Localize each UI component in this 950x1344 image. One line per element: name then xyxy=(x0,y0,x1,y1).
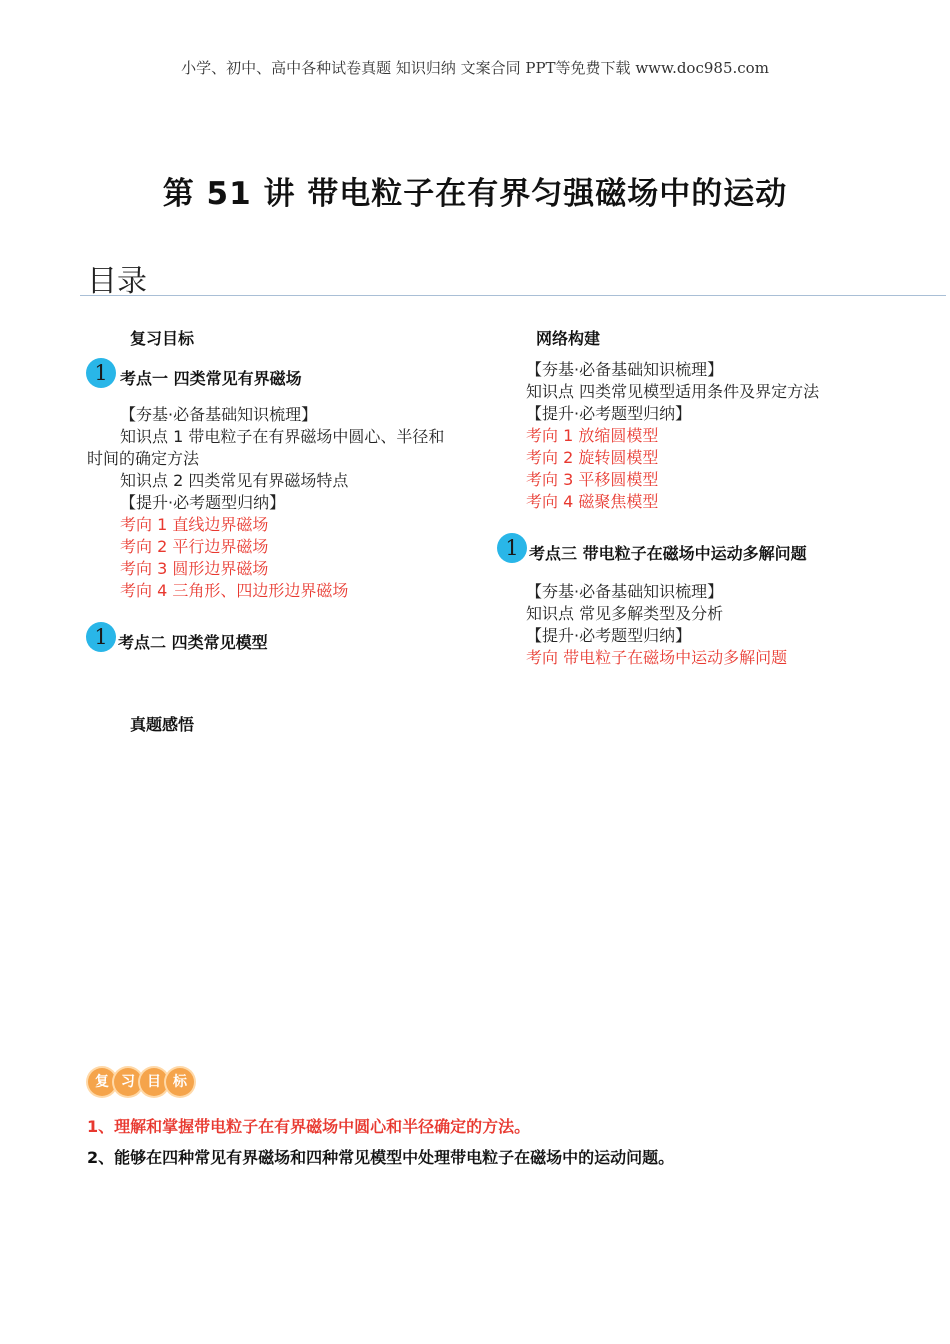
toc-point1-knowledge1-cont[interactable]: 时间的确定方法 xyxy=(87,449,200,468)
toc-point3-improve[interactable]: 【提升·必考题型归纳】 xyxy=(526,626,692,645)
toc-point1-direction-3[interactable]: 考向 3 圆形边界磁场 xyxy=(120,559,269,578)
toc-point1-direction-4[interactable]: 考向 4 三角形、四边形边界磁场 xyxy=(120,581,349,600)
toc-point1-improve[interactable]: 【提升·必考题型归纳】 xyxy=(120,493,286,512)
toc-point2-improve[interactable]: 【提升·必考题型归纳】 xyxy=(526,404,692,423)
review-goals-badge-char: 习 xyxy=(114,1068,142,1096)
toc-point3-knowledge[interactable]: 知识点 常见多解类型及分析 xyxy=(526,604,724,623)
toc-point1-title[interactable]: 考点一 四类常见有界磁场 xyxy=(120,369,302,388)
number-badge-icon: 1 xyxy=(86,622,116,652)
toc-point2-knowledge[interactable]: 知识点 四类常见模型适用条件及界定方法 xyxy=(526,382,820,401)
toc-point1-foundation[interactable]: 【夯基·必备基础知识梳理】 xyxy=(120,405,318,424)
toc-point2-direction-4[interactable]: 考向 4 磁聚焦模型 xyxy=(526,492,659,511)
toc-point1-knowledge1[interactable]: 知识点 1 带电粒子在有界磁场中圆心、半径和 xyxy=(120,427,445,446)
toc-point1-knowledge2[interactable]: 知识点 2 四类常见有界磁场特点 xyxy=(120,471,349,490)
review-goals-badge-char: 标 xyxy=(166,1068,194,1096)
toc-review-goals[interactable]: 复习目标 xyxy=(130,329,195,348)
review-goals-badge-char: 目 xyxy=(140,1068,168,1096)
number-badge-icon: 1 xyxy=(497,533,527,563)
goal-1: 1、理解和掌握带电粒子在有界磁场中圆心和半径确定的方法。 xyxy=(87,1117,531,1136)
toc-point3-title[interactable]: 考点三 带电粒子在磁场中运动多解问题 xyxy=(529,544,807,563)
toc-point2-foundation[interactable]: 【夯基·必备基础知识梳理】 xyxy=(526,360,724,379)
toc-point2-direction-2[interactable]: 考向 2 旋转圆模型 xyxy=(526,448,659,467)
document-title: 第 51 讲 带电粒子在有界匀强磁场中的运动 xyxy=(162,176,788,212)
goal-2: 2、能够在四种常见有界磁场和四种常见模型中处理带电粒子在磁场中的运动问题。 xyxy=(87,1148,675,1167)
toc-point2-title[interactable]: 考点二 四类常见模型 xyxy=(118,633,268,652)
toc-network[interactable]: 网络构建 xyxy=(536,329,601,348)
toc-point1-direction-2[interactable]: 考向 2 平行边界磁场 xyxy=(120,537,269,556)
toc-point3-direction[interactable]: 考向 带电粒子在磁场中运动多解问题 xyxy=(526,648,788,667)
toc-point2-direction-1[interactable]: 考向 1 放缩圆模型 xyxy=(526,426,659,445)
toc-point3-foundation[interactable]: 【夯基·必备基础知识梳理】 xyxy=(526,582,724,601)
toc-real-exam[interactable]: 真题感悟 xyxy=(130,715,195,734)
page-header: 小学、初中、高中各种试卷真题 知识归纳 文案合同 PPT等免费下载 www.doc985.com xyxy=(181,59,769,77)
review-goals-badge-char: 复 xyxy=(88,1068,116,1096)
toc-heading: 目录 xyxy=(87,264,147,299)
toc-divider xyxy=(80,295,946,296)
toc-point1-direction-1[interactable]: 考向 1 直线边界磁场 xyxy=(120,515,269,534)
number-badge-icon: 1 xyxy=(86,358,116,388)
toc-point2-direction-3[interactable]: 考向 3 平移圆模型 xyxy=(526,470,659,489)
